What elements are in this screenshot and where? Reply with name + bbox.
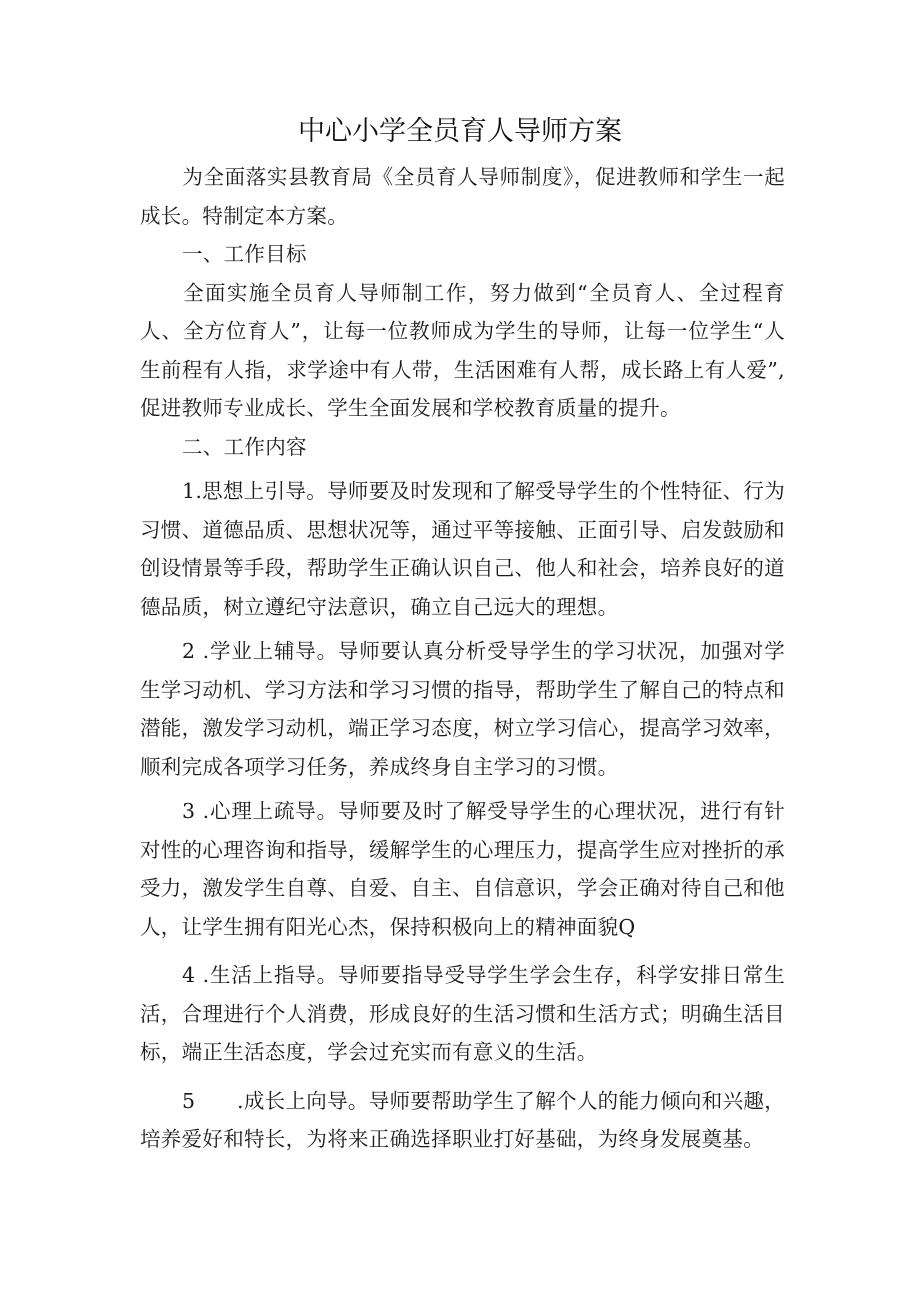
section1-heading [140,235,785,274]
document-body [140,158,785,1159]
item-1-text: 1.思想上引导。导师要及时发现和了解受导学生的个性特征、行为习惯、道德品质、思想状况等，通过平等接触、正面引导、启发鼓励和创设情景等手段，帮助学生正确认识自己、他人和社会，培养良好的道德品质，树立遵纪守法意识，确立自己远大的理想。 [140,479,785,619]
intro-paragraph [140,158,785,235]
item-2-paragraph [140,632,785,786]
item-1-paragraph [140,472,785,626]
item-3-text: 3 .心理上疏导。导师要及时了解受导学生的心理状况，进行有针对性的心理咨询和指导，缓解学生的心理压力，提高学生应对挫折的承受力，激发学生自尊、自爱、自主、自信意识，学会正确对待自己和他人，让学生拥有阳光心杰，保持积极向上的精神面貌Q [140,799,785,939]
item-4-paragraph [140,956,785,1072]
item-5-paragraph [140,1082,785,1159]
intro-text: 为全面落实县教育局《全员育人导师制度》，促进教师和学生一起成长。特制定本方案。 [140,165,785,228]
section1-text: 全面实施全员育人导师制工作，努力做到“全员育人、全过程育人、全方位育人”，让每一位教师成为学生的导师，让每一位学生“人生前程有人指，求学途中有人带，生活困难有人帮，成长路上有人爱”,促进教师专业成长、学生全面发展和学校教育质量的提升。 [140,280,785,420]
item-4-text: 4 .生活上指导。导师要指导受导学生学会生存，科学安排日常生活，合理进行个人消费，形成良好的生活习惯和生活方式；明确生活目标，端正生活态度，学会过充实而有意义的生活。 [140,963,785,1064]
item-3-paragraph [140,792,785,946]
item-2-text: 2 .学业上辅导。导师要认真分析受导学生的学习状况，加强对学生学习动机、学习方法和学习习惯的指导，帮助学生了解自己的特点和潜能，激发学习动机，端正学习态度，树立学习信心，提高学习效率，顺利完成各项学习任务，养成终身自主学习的习惯。 [140,639,785,779]
section2-heading [140,428,785,467]
section1-paragraph [140,274,785,428]
section2-heading-text: 二、工作内容 [182,434,307,459]
section1-heading-text: 一、工作目标 [182,242,307,266]
document-title: 中心小学全员育人导师方案 [298,116,622,147]
item-5-text: 5 .成长上向导。导师要帮助学生了解个人的能力倾向和兴趣，培养爱好和特长，为将来正确选择职业打好基础，为终身发展奠基。 [140,1088,785,1151]
